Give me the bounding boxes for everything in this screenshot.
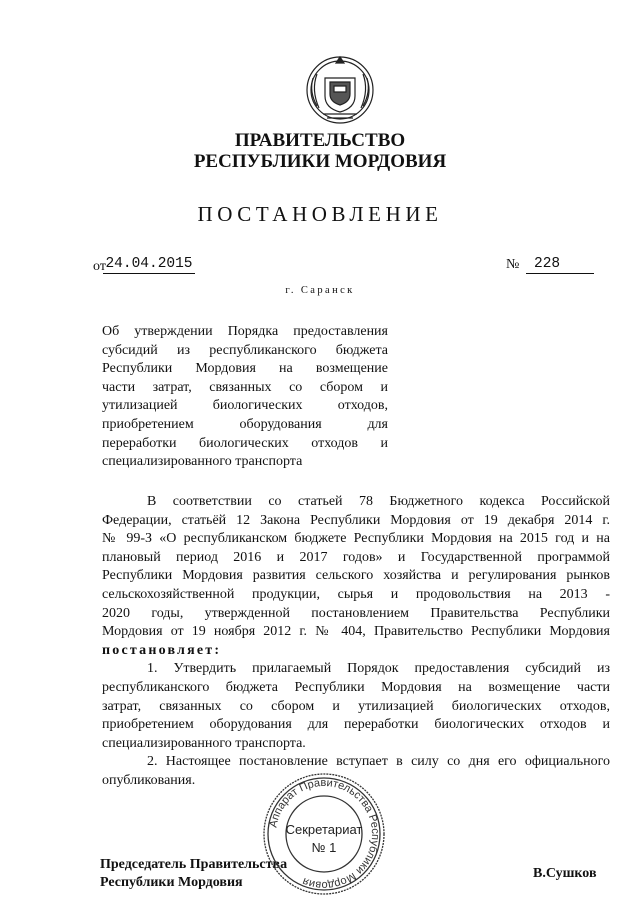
signatory-name: В.Сушков <box>533 866 597 881</box>
subject-line: субсидий из республиканского бюджета <box>102 342 388 358</box>
preamble-line: плановый период 2016 и 2017 годов» и Государственной программой <box>102 549 610 565</box>
government-name-line2: РЕСПУБЛИКИ МОРДОВИЯ <box>193 151 447 172</box>
document-type-title: ПОСТАНОВЛЕНИЕ <box>197 202 443 226</box>
subject-line: специализированного транспорта <box>102 454 303 470</box>
stamp-ring-text: Аппарат Правительства Республики Мордовия <box>267 776 382 892</box>
preamble-line: Республики Мордовия развития сельского хозяйства и регулирования рынков <box>102 568 610 584</box>
coat-of-arms-icon <box>303 48 377 128</box>
subject-line: части затрат, связанных со сбором и <box>102 379 388 395</box>
stamp-center-line1: Секретариат <box>285 822 363 837</box>
document-number: 228 <box>526 255 594 274</box>
city-name: г. Саранск <box>285 285 355 296</box>
item1-line: приобретением оборудования для переработки биологических отходов и <box>102 717 610 733</box>
official-stamp <box>262 772 386 896</box>
subject-line: Республики Мордовия на возмещение <box>102 361 388 377</box>
date-label: от <box>93 259 106 274</box>
subject-line: Об утверждении Порядка предоставления <box>102 324 388 339</box>
preamble-line: сельскохозяйственной продукции, сырья и продовольствия на 2013 - <box>102 586 610 602</box>
item1-line: затрат, связанных со сбором и утилизацией биологических отходов, <box>102 698 610 714</box>
number-label: № <box>506 257 520 272</box>
subject-block <box>102 323 388 472</box>
item2-line: опубликования. <box>102 772 196 788</box>
subject-line: утилизацией биологических отходов, <box>102 398 388 414</box>
item1-line: специализированного транспорта. <box>102 735 306 751</box>
item1-line: 1. Утвердить прилагаемый Порядок предоставления субсидий из <box>147 661 610 677</box>
item2-line: 2. Настоящее постановление вступает в силу со дня его официального <box>147 754 610 770</box>
preamble-line: Федерации, статьёй 12 Закона Республики Мордовия от 19 декабря 2014 г. <box>102 512 610 528</box>
preamble-line: 2020 годы, утвержденной постановлением Правительства Республики <box>102 605 610 621</box>
preamble-line: Мордовия от 19 ноября 2012 г. № 404, Правительство Республики Мордовия <box>102 624 610 640</box>
document-body <box>102 493 610 791</box>
signatory-position-line2: Республики Мордовия <box>100 875 243 890</box>
government-name-line1: ПРАВИТЕЛЬСТВО <box>234 130 406 151</box>
signatory-position-line1: Председатель Правительства <box>100 857 288 872</box>
decree-word: постановляет: <box>102 642 222 658</box>
item1-line: республиканского бюджета Республики Мордовия на возмещение части <box>102 679 610 695</box>
subject-line: переработки биологических отходов и <box>102 435 388 451</box>
preamble-line: № 99-З «О республиканском бюджете Республики Мордовия на 2015 год и на <box>102 531 610 547</box>
document-date: 24.04.2015 <box>103 255 195 274</box>
stamp-center-line2: № 1 <box>311 840 337 855</box>
signatory-position <box>100 856 287 892</box>
subject-line: приобретением оборудования для <box>102 416 388 432</box>
preamble-line: В соответствии со статьей 78 Бюджетного кодекса Российской <box>147 494 610 509</box>
